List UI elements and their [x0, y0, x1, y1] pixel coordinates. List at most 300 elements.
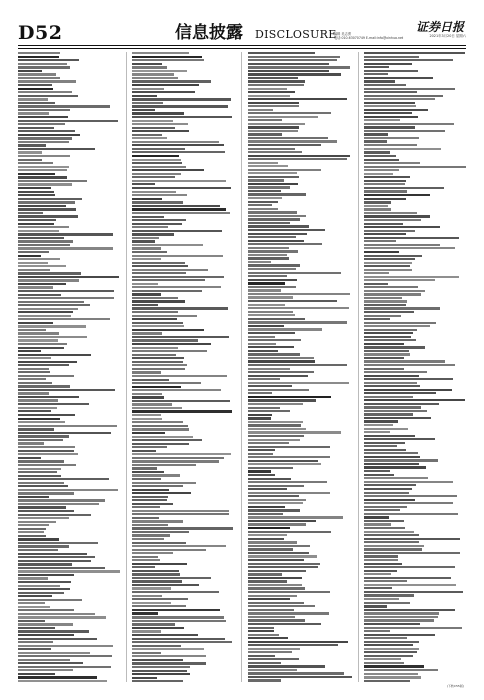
text-line [18, 378, 46, 380]
text-line [18, 258, 60, 260]
text-line [364, 420, 398, 422]
text-line [132, 262, 185, 264]
text-line [132, 201, 183, 203]
text-line [132, 240, 155, 242]
text-line [364, 360, 445, 362]
text-line [364, 591, 463, 593]
text-line [248, 573, 282, 575]
text-line [248, 293, 350, 295]
text-line [18, 418, 60, 420]
text-line [132, 212, 230, 214]
text-line [248, 52, 315, 54]
text-line [248, 137, 328, 139]
text-line [18, 392, 49, 394]
text-line [132, 173, 181, 175]
text-line [132, 159, 181, 161]
text-line [18, 244, 70, 246]
text-line [18, 198, 82, 200]
text-line [132, 371, 161, 373]
text-line [364, 570, 397, 572]
text-line [364, 506, 407, 508]
text-line [132, 183, 155, 185]
text-line [132, 379, 169, 381]
text-line [364, 244, 440, 246]
text-line [132, 329, 204, 331]
text-line [132, 332, 162, 334]
newspaper-logo: 证券日报 [415, 20, 464, 34]
text-line [18, 407, 57, 409]
text-line [364, 159, 399, 161]
text-line [18, 290, 114, 292]
text-line [132, 194, 187, 196]
text-line [132, 464, 196, 466]
text-line [132, 645, 181, 647]
text-line [364, 102, 415, 104]
text-line [132, 162, 182, 164]
text-line [364, 552, 460, 554]
text-line [248, 396, 331, 398]
text-line [364, 445, 397, 447]
text-line [18, 673, 55, 675]
text-line [18, 141, 69, 143]
text-line [248, 254, 287, 256]
text-line [248, 318, 305, 320]
text-line [248, 648, 300, 650]
text-line [248, 453, 273, 455]
text-line [132, 620, 226, 622]
text-line [364, 392, 436, 394]
text-line [18, 446, 75, 448]
text-line [248, 133, 282, 135]
text-line [132, 198, 162, 200]
text-line [364, 470, 390, 472]
text-line [248, 552, 309, 554]
text-line [248, 502, 303, 504]
issue-date: 2021年3月20日 星期六 [429, 34, 466, 38]
text-line [132, 265, 188, 267]
text-line [18, 262, 48, 264]
text-line [18, 574, 74, 576]
text-line [364, 548, 422, 550]
text-line [364, 265, 410, 267]
text-line [248, 389, 309, 391]
contact-line-phone: 电话:010-63070749 E-mail:info@xinhua.net [334, 36, 404, 40]
text-line [18, 464, 76, 466]
text-line [132, 517, 159, 519]
text-line [364, 262, 412, 264]
text-line [18, 563, 72, 565]
text-line [132, 216, 164, 218]
text-line [248, 350, 278, 352]
text-line [132, 407, 182, 409]
text-line [18, 215, 78, 217]
text-line [132, 652, 161, 654]
text-line [132, 542, 186, 544]
text-line [364, 495, 457, 497]
text-line [132, 144, 224, 146]
text-line [132, 638, 225, 640]
text-line [248, 364, 347, 366]
header-rule [18, 45, 466, 46]
text-line [132, 577, 211, 579]
text-line [132, 506, 160, 508]
text-line [18, 620, 45, 622]
text-line [364, 466, 426, 468]
text-line [364, 230, 415, 232]
text-line [18, 56, 59, 58]
text-line [132, 311, 178, 313]
text-line [132, 393, 162, 395]
text-line [248, 215, 306, 217]
text-line [18, 503, 99, 505]
text-line [18, 403, 89, 405]
text-line [18, 272, 81, 274]
text-line [18, 212, 43, 214]
text-line [364, 215, 430, 217]
text-line [132, 527, 233, 529]
text-line [248, 382, 349, 384]
text-line [18, 680, 107, 682]
text-line [132, 673, 190, 675]
text-line [248, 151, 302, 153]
text-line [132, 677, 157, 679]
text-line [248, 140, 337, 142]
text-line [364, 297, 402, 299]
text-line [18, 478, 109, 480]
text-line [132, 350, 207, 352]
text-line [364, 105, 416, 107]
text-line [248, 435, 304, 437]
text-line [364, 187, 444, 189]
text-line [364, 140, 387, 142]
text-line [18, 553, 87, 555]
text-line [18, 233, 113, 235]
text-line [132, 151, 225, 153]
text-line [18, 237, 64, 239]
text-line [248, 665, 325, 667]
text-line [248, 70, 329, 72]
text-line [132, 443, 189, 445]
text-line [248, 162, 278, 164]
text-line [18, 567, 105, 569]
text-line [18, 396, 79, 398]
text-line [18, 371, 50, 373]
text-line [18, 59, 79, 61]
text-line [18, 627, 55, 629]
text-line [364, 208, 391, 210]
text-line [132, 591, 219, 593]
text-line [364, 169, 399, 171]
text-line [248, 286, 296, 288]
text-line [248, 449, 275, 451]
text-line [132, 425, 188, 427]
text-line [18, 70, 42, 72]
text-line [132, 102, 163, 104]
text-line [364, 499, 415, 501]
text-line [364, 538, 460, 540]
text-line [364, 641, 419, 643]
text-line [248, 126, 299, 128]
text-line [18, 162, 53, 164]
text-line [364, 662, 404, 664]
text-line [132, 457, 224, 459]
text-line [248, 158, 347, 160]
text-line [132, 534, 170, 536]
text-line [248, 563, 320, 565]
text-line [248, 95, 290, 97]
text-line [132, 598, 188, 600]
text-line [364, 205, 388, 207]
text-line [132, 84, 199, 86]
text-line [132, 286, 221, 288]
text-line [132, 354, 176, 356]
text-line [18, 606, 50, 608]
text-line [364, 417, 431, 419]
text-line [248, 229, 325, 231]
text-line [364, 112, 412, 114]
text-line [364, 559, 398, 561]
text-line [248, 421, 303, 423]
text-line [18, 116, 68, 118]
text-line [364, 634, 435, 636]
text-line [248, 442, 289, 444]
text-line [18, 475, 61, 477]
text-line [248, 609, 294, 611]
text-line [364, 190, 407, 192]
text-line [132, 339, 198, 341]
text-line [248, 595, 297, 597]
text-line [18, 577, 48, 579]
text-line [18, 201, 75, 203]
text-line [18, 485, 68, 487]
text-line [364, 77, 433, 79]
text-line [364, 219, 421, 221]
text-line [132, 272, 186, 274]
text-line [248, 644, 338, 646]
text-line [364, 116, 418, 118]
text-line [18, 524, 49, 526]
text-line [248, 651, 292, 653]
text-line [18, 521, 56, 523]
text-line [132, 187, 231, 189]
text-line [248, 279, 297, 281]
text-line [364, 623, 420, 625]
text-line [364, 669, 438, 671]
text-line [248, 488, 287, 490]
text-line [364, 435, 415, 437]
text-line [18, 528, 46, 530]
text-line [18, 648, 51, 650]
text-line [18, 616, 106, 618]
text-line [18, 361, 77, 363]
text-line [248, 339, 301, 341]
text-line [18, 208, 76, 210]
text-line [364, 255, 422, 257]
text-line [18, 432, 111, 434]
text-line [364, 399, 465, 401]
text-line [364, 304, 406, 306]
text-line [364, 648, 419, 650]
text-line [132, 77, 178, 79]
text-line [364, 364, 455, 366]
text-line [132, 364, 187, 366]
text-line [248, 91, 295, 93]
text-line [132, 56, 202, 58]
text-line [132, 105, 228, 107]
text-line [18, 570, 120, 572]
text-line [248, 672, 344, 674]
text-line [18, 73, 56, 75]
text-line [364, 474, 394, 476]
text-line [364, 676, 421, 678]
text-line [18, 599, 82, 601]
text-line [248, 414, 272, 416]
text-line [248, 77, 298, 79]
text-line [132, 70, 187, 72]
text-line [132, 389, 221, 391]
text-line [248, 211, 297, 213]
text-line [364, 477, 428, 479]
text-line [248, 463, 321, 465]
text-line [248, 116, 318, 118]
text-line [18, 588, 70, 590]
text-line [18, 247, 113, 249]
header-rule-thin [18, 48, 466, 49]
text-line [364, 375, 419, 377]
text-line [18, 357, 51, 359]
text-line [132, 223, 182, 225]
text-line [364, 523, 391, 525]
text-line [132, 375, 227, 377]
text-line [248, 428, 306, 430]
text-line [248, 641, 348, 643]
text-line [132, 293, 161, 295]
text-line [364, 452, 418, 454]
text-line [364, 346, 425, 348]
text-line [18, 91, 72, 93]
text-line [132, 520, 183, 522]
text-line [18, 130, 75, 132]
text-line [132, 580, 182, 582]
text-line [364, 644, 413, 646]
text-line [248, 431, 341, 433]
text-line [364, 59, 453, 61]
text-line [132, 460, 219, 462]
text-line [132, 432, 165, 434]
text-line [364, 336, 411, 338]
text-line [364, 655, 413, 657]
text-line [364, 283, 388, 285]
text-line [132, 91, 195, 93]
text-line [248, 456, 330, 458]
text-line [18, 585, 60, 587]
text-line [364, 513, 458, 515]
text-line [364, 286, 418, 288]
text-line [18, 517, 69, 519]
text-line [248, 612, 329, 614]
text-line [132, 361, 183, 363]
text-line [364, 598, 399, 600]
text-line [18, 205, 66, 207]
text-line [248, 105, 299, 107]
text-line [132, 421, 183, 423]
text-line [364, 343, 404, 345]
text-line [132, 304, 158, 306]
text-line [248, 314, 295, 316]
text-line [364, 272, 389, 274]
text-line [18, 80, 76, 82]
text-line [132, 88, 164, 90]
text-line [248, 148, 295, 150]
text-line [18, 435, 69, 437]
text-line [364, 651, 417, 653]
text-line [18, 556, 95, 558]
text-line [18, 219, 56, 221]
text-line [248, 66, 350, 68]
text-line [364, 91, 417, 93]
text-line [364, 258, 415, 260]
text-line [132, 112, 184, 114]
text-line [248, 268, 296, 270]
text-line [248, 538, 284, 540]
text-line [132, 549, 206, 551]
text-line [248, 605, 315, 607]
text-line [18, 102, 55, 104]
text-line [18, 339, 58, 341]
text-line [18, 542, 98, 544]
text-line [364, 396, 413, 398]
text-line [18, 127, 54, 129]
text-line [132, 531, 189, 533]
text-line [18, 255, 41, 257]
text-line [248, 602, 304, 604]
text-line [248, 417, 271, 419]
text-line [248, 375, 308, 377]
text-line [18, 308, 78, 310]
text-line [18, 489, 118, 491]
text-line [132, 300, 185, 302]
text-line [364, 389, 452, 391]
text-line [18, 368, 49, 370]
text-line [364, 276, 459, 278]
text-line [18, 251, 49, 253]
text-line [18, 226, 69, 228]
text-line [132, 587, 171, 589]
text-line [248, 201, 278, 203]
text-line [132, 219, 186, 221]
text-line [364, 563, 402, 565]
text-line [132, 279, 205, 281]
text-line [364, 463, 419, 465]
text-line [18, 428, 54, 430]
text-line [248, 325, 284, 327]
text-line [132, 382, 201, 384]
text-line [18, 662, 83, 664]
text-line [18, 343, 67, 345]
text-line [248, 679, 281, 681]
text-line [248, 172, 297, 174]
text-line [364, 322, 436, 324]
text-line [132, 467, 157, 469]
text-line [18, 159, 42, 161]
text-line [132, 123, 188, 125]
text-line [18, 442, 44, 444]
text-line [248, 499, 306, 501]
text-line [248, 144, 321, 146]
section-title: 信息披露 [175, 23, 243, 43]
text-line [248, 399, 316, 401]
text-line [18, 666, 111, 668]
